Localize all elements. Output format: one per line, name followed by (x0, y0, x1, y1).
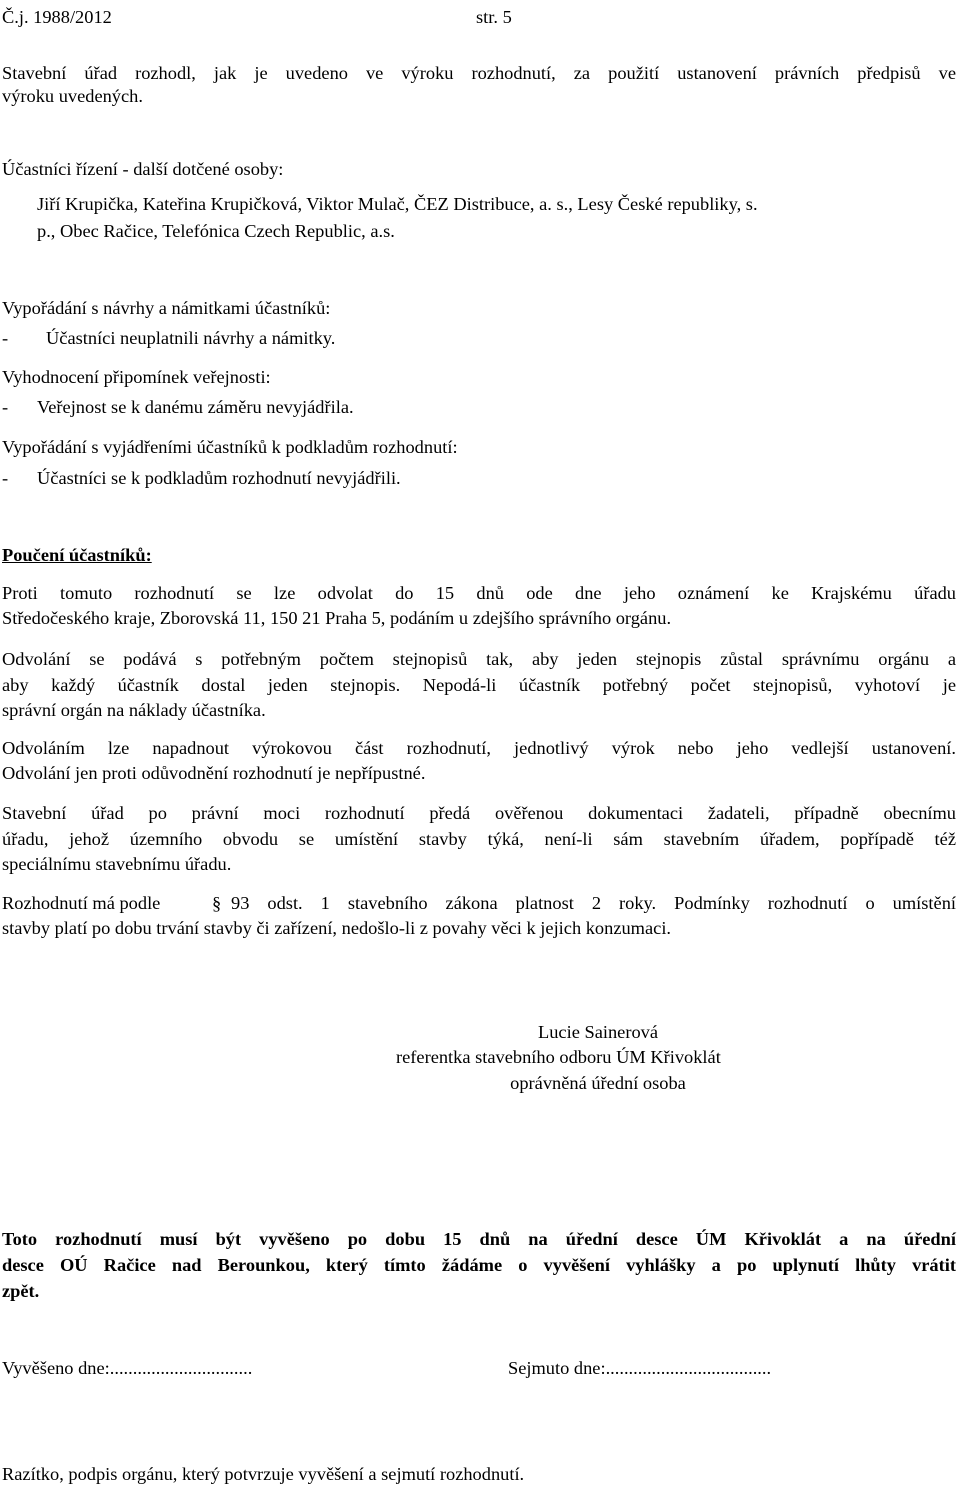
participants-line-2: p., Obec Račice, Telefónica Czech Republic, a.s. (37, 221, 395, 241)
statements-item: Účastníci se k podkladům rozhodnutí nevyjádřili. (37, 468, 401, 488)
instruction-p4-line-3: speciálnímu stavebnímu úřadu. (2, 854, 232, 874)
signatory-name: Lucie Sainerová (538, 1022, 658, 1042)
proposals-item: Účastníci neuplatnili návrhy a námitky. (46, 328, 336, 348)
instruction-p1-line-1: Proti tomuto rozhodnutí se lze odvolat do 15 dnů ode dne jeho oznámení ke Krajskému úřadu (2, 583, 956, 603)
notice-line-2: desce OÚ Račice nad Berounkou, který tímto žádáme o vyvěšení vyhlášky a po uplynutí lhůty vrátit (2, 1255, 956, 1275)
notice-line-3: zpět. (2, 1281, 40, 1301)
instruction-p4-line-1: Stavební úřad po právní moci rozhodnutí předá ověřenou dokumentaci žadateli, případně obecnímu (2, 803, 956, 823)
instruction-p2-line-3: správní orgán na náklady účastníka. (2, 700, 266, 720)
public-heading: Vyhodnocení připomínek veřejnosti: (2, 367, 271, 387)
instruction-p5-line-1-start: Rozhodnutí má podle (2, 893, 161, 913)
instruction-p3-line-2: Odvolání jen proti odůvodnění rozhodnutí je nepřípustné. (2, 763, 426, 783)
posted-date-field: Vyvěšeno dne:............................... (2, 1358, 253, 1378)
signatory-role: referentka stavebního odboru ÚM Křivoklát (396, 1047, 721, 1067)
removed-date-field: Sejmuto dne:.................................... (508, 1358, 772, 1378)
instruction-p1-line-2: Středočeského kraje, Zborovská 11, 150 21 Praha 5, podáním u zdejšího správního orgánu. (2, 608, 672, 628)
instruction-p2-line-2: aby každý účastník dostal jeden stejnopis. Nepodá-li účastník potřebný počet stejnopisů, vyhotoví je (2, 675, 956, 695)
proposals-dash: - (2, 328, 9, 348)
signatory-authority: oprávněná úřední osoba (510, 1073, 686, 1093)
instruction-heading: Poučení účastníků: (2, 545, 152, 565)
participants-line-1: Jiří Krupička, Kateřina Krupičková, Viktor Mulač, ČEZ Distribuce, a. s., Lesy České republiky, s. (37, 194, 758, 214)
instruction-p5-line-1-end: 93 odst. 1 stavebního zákona platnost 2 roky. Podmínky rozhodnutí o umístění (231, 893, 956, 913)
instruction-p3-line-1: Odvoláním lze napadnout výrokovou část rozhodnutí, jednotlivý výrok nebo jeho vedlejší ustanovení. (2, 738, 956, 758)
public-dash: - (2, 397, 9, 417)
page-number: str. 5 (476, 7, 512, 27)
intro-line-2: výroku uvedených. (2, 86, 143, 106)
stamp-signature-note: Razítko, podpis orgánu, který potvrzuje vyvěšení a sejmutí rozhodnutí. (2, 1464, 525, 1484)
statements-dash: - (2, 468, 9, 488)
participants-heading: Účastníci řízení - další dotčené osoby: (2, 159, 284, 179)
document-reference: Č.j. 1988/2012 (2, 7, 112, 27)
proposals-heading: Vypořádání s návrhy a námitkami účastníků: (2, 298, 331, 318)
instruction-p4-line-2: úřadu, jehož územního obvodu se umístění stavby týká, není-li sám stavebním úřadem, popřípadě též (2, 829, 956, 849)
intro-line-1: Stavební úřad rozhodl, jak je uvedeno ve výroku rozhodnutí, za použití ustanovení právních předpisů ve (2, 63, 956, 83)
notice-line-1: Toto rozhodnutí musí být vyvěšeno po dobu 15 dnů na úřední desce ÚM Křivoklát a na úřední (2, 1229, 956, 1249)
section-sign-icon: § (212, 893, 222, 913)
statements-heading: Vypořádání s vyjádřeními účastníků k podkladům rozhodnutí: (2, 437, 458, 457)
instruction-p2-line-1: Odvolání se podává s potřebným počtem stejnopisů tak, aby jeden stejnopis zůstal správnímu orgánu a (2, 649, 956, 669)
instruction-p5-line-2: stavby platí po dobu trvání stavby či zařízení, nedošlo-li z povahy věci k jejich konzumaci. (2, 918, 672, 938)
public-item: Veřejnost se k danému záměru nevyjádřila. (37, 397, 354, 417)
